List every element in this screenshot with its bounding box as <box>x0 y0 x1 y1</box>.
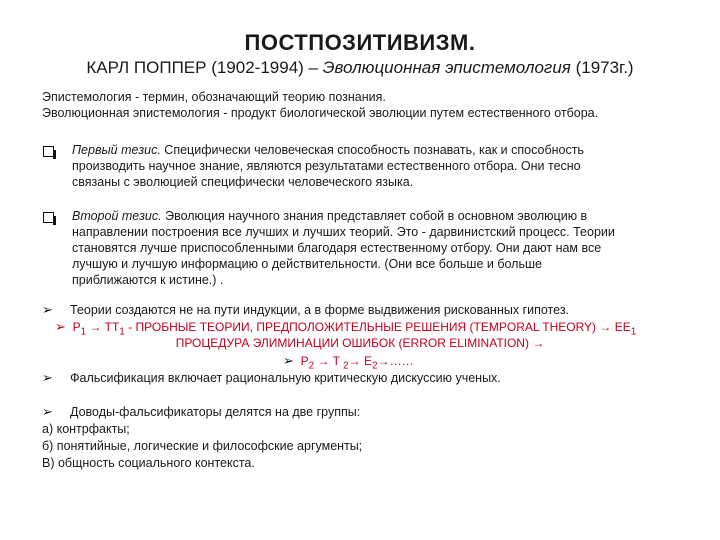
formula-tt: $TT_1$ <box>104 320 125 338</box>
arrow-bullet-icon: ➢ <box>42 370 53 385</box>
formula-ellipsis: …… <box>389 354 414 368</box>
formula-ee: $EE_1$ <box>614 320 637 338</box>
thesis-line: направлении построения все лучших и лучших теорий. Это - дарвинистский процесс. Теории <box>72 225 615 239</box>
formula-t2: T $_2$ <box>332 354 349 372</box>
thesis-line <box>72 142 672 158</box>
arrow-bullet-icon: ➢ <box>42 302 53 317</box>
formula-p2: $P_2$ <box>300 354 315 372</box>
page-subtitle <box>0 58 720 78</box>
arrow-right-icon: → <box>599 320 612 334</box>
falsifier-groups <box>42 421 362 472</box>
subtitle-year: (1973г.) <box>570 58 634 77</box>
definitions-block <box>42 89 702 121</box>
formula-p1: $P_1$ <box>72 320 87 338</box>
arrow-bullet-icon: ➢ <box>42 404 53 419</box>
falsification-point: Фальсификация включает рациональную критическую дискуссию ученых. <box>70 371 501 385</box>
square-bullet-icon <box>42 144 58 160</box>
thesis-line: лучшую и лучшую информацию о действительности. (Они все больше и больше <box>72 257 542 271</box>
arrow-right-icon: → <box>317 354 330 368</box>
thesis-line: становятся лучше приспособленными благодаря естественному отбору. Они дают нам все <box>72 241 602 255</box>
arrow-right-icon: → <box>89 320 102 334</box>
subtitle-author: КАРЛ ПОППЕР (1902-1994) – <box>86 58 323 77</box>
list-item: В) общность социального контекста. <box>42 456 255 470</box>
definition-line: Эволюционная эпистемология - продукт биологической эволюции путем естественного отбора. <box>42 106 599 120</box>
thesis-1 <box>72 142 672 190</box>
definition-line: Эпистемология - термин, обозначающий теорию познания. <box>42 90 386 104</box>
list-item: а) контрфакты; <box>42 422 130 436</box>
thesis-line: связаны с эволюцией специфически человеческого языка. <box>72 175 414 189</box>
thesis-text: Специфически человеческая способность познавать, как и способность <box>160 143 584 157</box>
thesis-label: Первый тезис. <box>72 143 161 157</box>
formula-e2: $E_2$ <box>364 354 378 372</box>
formula-tt-text: - ПРОБНЫЕ ТЕОРИИ, ПРЕДПОЛОЖИТЕЛЬНЫЕ РЕШЕНИЯ (TEMPORAL THEORY) <box>124 320 600 334</box>
formula-ee-text: ПРОЦЕДУРА ЭЛИМИНАЦИИ ОШИБОК (ERROR ELIMINATION) <box>175 336 533 350</box>
subtitle-work: Эволюционная эпистемология <box>322 58 571 77</box>
thesis-text: Эволюция научного знания представляет собой в основном эволюцию в <box>161 209 588 223</box>
arrow-right-icon: → <box>377 354 390 368</box>
arrow-bullet-icon: ➢ <box>283 353 294 368</box>
thesis-line: приближаются к истине.) . <box>72 273 224 287</box>
thesis-label: Второй тезис. <box>72 209 162 223</box>
thesis-line <box>72 208 672 224</box>
thesis-line: производить научное знание, являются результатами естественного отбора. Они тесно <box>72 159 581 173</box>
induction-point: Теории создаются не на пути индукции, а в форме выдвижения рискованных гипотез. <box>70 303 570 317</box>
arrow-right-icon: → <box>532 336 545 350</box>
thesis-2 <box>72 208 672 288</box>
arrow-bullet-icon: ➢ <box>55 319 66 334</box>
square-bullet-icon <box>42 210 58 226</box>
list-item: б) понятийные, логические и философские аргументы; <box>42 439 363 453</box>
page-title: ПОСТПОЗИТИВИЗМ. <box>244 30 476 55</box>
falsifiers-point: Доводы-фальсификаторы делятся на две группы: <box>70 405 361 419</box>
formula-line-2 <box>0 335 720 351</box>
arrow-right-icon: → <box>348 354 361 368</box>
